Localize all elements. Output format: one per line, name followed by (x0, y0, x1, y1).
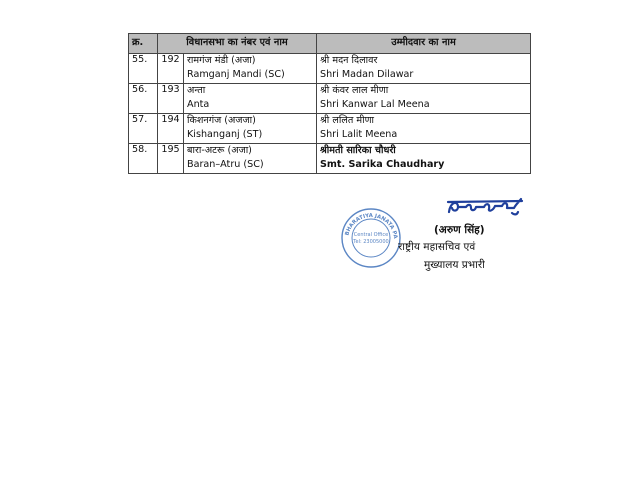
signatory-title-line2: मुख्यालय प्रभारी (424, 259, 485, 271)
table-header-row (129, 34, 531, 54)
row-constituency (184, 84, 317, 114)
candidate-hindi: श्रीमती सारिका चौधरी (320, 145, 396, 156)
row-serial: 55. (129, 54, 158, 84)
handwritten-signature (446, 196, 524, 218)
candidate-hindi: श्री मदन दिलावर (320, 55, 378, 66)
seal-tel-text: Tel: 23005000 (353, 239, 389, 245)
signature-block (340, 196, 520, 276)
row-candidate (317, 144, 531, 174)
constituency-hindi: अन्ता (187, 85, 206, 96)
row-constituency (184, 114, 317, 144)
row-ac-number: 193 (158, 84, 184, 114)
row-candidate (317, 114, 531, 144)
signatory-title-line1: राष्ट्रीय महासचिव एवं (398, 241, 476, 253)
table-row (129, 54, 531, 84)
row-serial: 57. (129, 114, 158, 144)
constituency-english: Ramganj Mandi (SC) (187, 68, 285, 80)
table-row (129, 114, 531, 144)
row-candidate (317, 54, 531, 84)
row-serial: 56. (129, 84, 158, 114)
candidate-english: Smt. Sarika Chaudhary (320, 158, 445, 170)
candidate-english: Shri Lalit Meena (320, 128, 398, 140)
row-ac-number: 195 (158, 144, 184, 174)
header-candidate: उम्मीदवार का नाम (317, 34, 531, 54)
constituency-english: Baran–Atru (SC) (187, 158, 264, 170)
header-serial: क्र. (129, 34, 158, 54)
party-seal (340, 207, 402, 269)
row-serial: 58. (129, 144, 158, 174)
table-row (129, 144, 531, 174)
constituency-hindi: किशनगंज (अजजा) (187, 115, 256, 126)
row-ac-number: 192 (158, 54, 184, 84)
row-ac-number: 194 (158, 114, 184, 144)
row-constituency (184, 54, 317, 84)
row-constituency (184, 144, 317, 174)
constituency-hindi: रामगंज मंडी (अजा) (187, 55, 256, 66)
table-row (129, 84, 531, 114)
constituency-hindi: बारा-अटरू (अजा) (187, 145, 252, 156)
signatory-name: (अरुण सिंह) (434, 224, 485, 236)
candidate-table (128, 33, 531, 174)
candidate-hindi: श्री ललित मीणा (320, 115, 374, 126)
candidate-english: Shri Madan Dilawar (320, 68, 414, 80)
constituency-english: Anta (187, 98, 210, 110)
seal-ring-text: BHARATIYA JANATA PA (344, 212, 399, 240)
candidate-english: Shri Kanwar Lal Meena (320, 98, 430, 110)
candidate-hindi: श्री कंवर लाल मीणा (320, 85, 389, 96)
row-candidate (317, 84, 531, 114)
header-constituency: विधानसभा का नंबर एवं नाम (158, 34, 317, 54)
constituency-english: Kishanganj (ST) (187, 128, 263, 140)
seal-office-text: Central Office (353, 232, 389, 238)
